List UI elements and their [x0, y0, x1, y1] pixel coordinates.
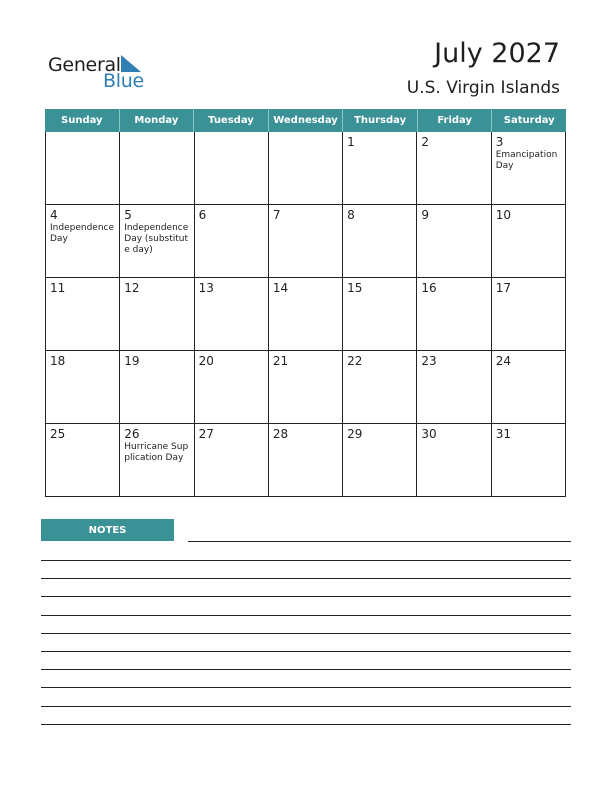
weekday-label: Friday: [418, 109, 493, 132]
weekday-label: Saturday: [503, 115, 555, 126]
day-number: 26: [124, 427, 140, 441]
page-subtitle: U.S. Virgin Islands: [406, 78, 560, 98]
note-line: [188, 541, 571, 542]
day-cell: [416, 351, 490, 424]
day-number: 13: [198, 281, 214, 295]
day-cell: [416, 132, 490, 205]
day-cell: [416, 278, 490, 351]
note-line: [41, 615, 571, 616]
day-cell: [491, 351, 566, 424]
holiday-label: Emancipation Day: [495, 150, 558, 171]
day-number: 11: [50, 281, 66, 295]
day-number: 24: [495, 354, 511, 368]
day-cell: [268, 205, 342, 278]
day-cell: [119, 424, 193, 497]
calendar-week-row: [45, 132, 566, 205]
day-number: 10: [495, 208, 511, 222]
day-cell: [342, 205, 416, 278]
day-cell: [119, 278, 193, 351]
day-cell: [342, 278, 416, 351]
calendar-grid: [45, 109, 566, 497]
note-line: [41, 578, 571, 579]
day-number: 20: [198, 354, 214, 368]
note-line: [41, 706, 571, 707]
weekday-label: Sunday: [45, 109, 120, 132]
day-number: 17: [495, 281, 511, 295]
day-cell: [268, 278, 342, 351]
day-cell: [491, 424, 566, 497]
day-cell: [491, 205, 566, 278]
note-line: [41, 596, 571, 597]
generalblue-logo: [48, 52, 158, 94]
day-number: 18: [50, 354, 66, 368]
day-cell: [194, 351, 268, 424]
day-number: 21: [272, 354, 289, 368]
day-cell: [194, 424, 268, 497]
day-cell: [45, 424, 119, 497]
logo-text-general: General: [48, 54, 121, 76]
day-cell: [342, 351, 416, 424]
weekday-label: Thursday: [343, 109, 418, 132]
day-cell: [119, 351, 193, 424]
note-line: [41, 651, 571, 652]
day-cell: [268, 351, 342, 424]
day-number: 19: [124, 354, 140, 368]
day-number: 16: [421, 281, 437, 295]
day-number: 25: [50, 427, 66, 441]
day-number: 15: [347, 281, 363, 295]
day-cell: [45, 351, 119, 424]
holiday-label: Hurricane Supplication Day: [124, 442, 189, 463]
day-number: 23: [421, 354, 437, 368]
day-cell: [119, 205, 193, 278]
day-cell: [45, 205, 119, 278]
day-number: 9: [421, 208, 430, 222]
day-number: 3: [495, 135, 504, 149]
note-line: [41, 633, 571, 634]
day-number: 30: [421, 427, 437, 441]
note-line: [41, 560, 571, 561]
day-cell: [45, 278, 119, 351]
page-title: July 2027: [434, 38, 560, 69]
holiday-label: Independence Day: [50, 223, 115, 244]
day-number: 22: [347, 354, 363, 368]
day-cell: [268, 424, 342, 497]
day-number: 2: [421, 135, 430, 149]
day-cell: [268, 132, 342, 205]
calendar-week-row: [45, 278, 566, 351]
day-cell: [416, 205, 490, 278]
note-line: [41, 669, 571, 670]
weekday-label: Monday: [120, 109, 195, 132]
day-cell: [416, 424, 490, 497]
day-cell: [491, 278, 566, 351]
calendar-weeks: [45, 132, 566, 497]
day-number: 6: [198, 208, 207, 222]
day-number: 29: [347, 427, 363, 441]
day-number: 1: [347, 135, 355, 149]
calendar-week-row: [45, 424, 566, 497]
day-number: 31: [495, 427, 511, 441]
note-line: [41, 687, 571, 688]
weekday-header: [45, 109, 566, 132]
holiday-label: Independence Day (substitute day): [124, 223, 189, 255]
day-cell: [119, 132, 193, 205]
weekday-label: Tuesday: [194, 109, 269, 132]
calendar-week-row: [45, 205, 566, 278]
notes-label: NOTES: [41, 519, 174, 541]
day-number: 7: [272, 208, 281, 222]
day-cell: [45, 132, 119, 205]
day-cell: [194, 278, 268, 351]
day-number: 8: [347, 208, 355, 222]
day-number: 28: [272, 427, 289, 441]
day-number: 27: [198, 427, 214, 441]
day-number: 14: [272, 281, 289, 295]
weekday-label: Wednesday: [269, 109, 344, 132]
day-cell: [342, 132, 416, 205]
calendar-week-row: [45, 351, 566, 424]
logo-text-blue: Blue: [103, 70, 144, 92]
day-cell: [342, 424, 416, 497]
day-cell: [194, 205, 268, 278]
day-number: 5: [124, 208, 132, 222]
day-cell: [491, 132, 566, 205]
day-cell: [194, 132, 268, 205]
note-line: [41, 724, 571, 725]
day-number: 4: [50, 208, 58, 222]
day-number: 12: [124, 281, 140, 295]
